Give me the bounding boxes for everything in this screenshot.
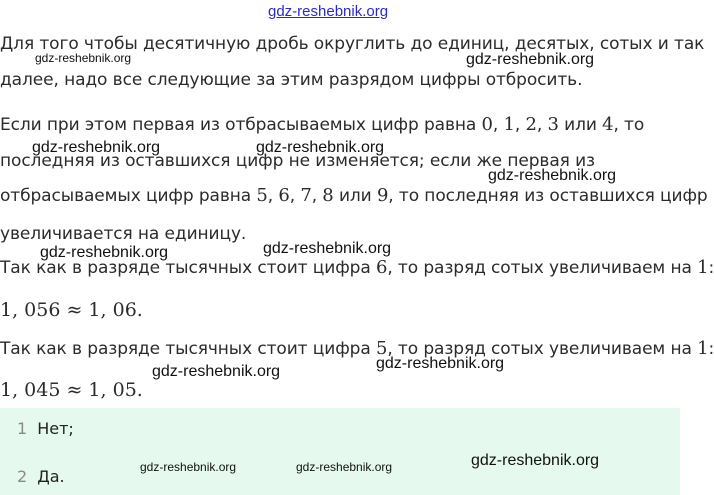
example2-text: Так как в разряде тысячных стоит цифра 5, то разряд сотых увеличиваем на 1: xyxy=(0,338,714,359)
watermark-top[interactable]: gdz-reshebnik.org xyxy=(268,3,389,20)
answer-text: Да. xyxy=(37,467,65,486)
para1-line2: далее, надо все следующие за этим разрядом цифры отбросить. xyxy=(0,70,583,90)
answer-text: Нет; xyxy=(37,419,74,438)
watermark: gdz-reshebnik.org xyxy=(152,363,281,380)
example1-text: Так как в разряде тысячных стоит цифра 6, то разряд сотых увеличиваем на 1: xyxy=(0,257,714,278)
watermark: gdz-reshebnik.org xyxy=(466,51,595,68)
para2-line3: отбрасываемых цифр равна 5, 6, 7, 8 или 9, то последняя из оставшихся цифр xyxy=(0,185,708,206)
watermark: gdz-reshebnik.org xyxy=(471,452,600,469)
watermark: gdz-reshebnik.org xyxy=(40,244,169,261)
answer-option-1[interactable] xyxy=(17,419,74,438)
answer-number: 2 xyxy=(17,467,28,486)
watermark: gdz-reshebnik.org xyxy=(296,460,393,474)
watermark: gdz-reshebnik.org xyxy=(488,167,617,184)
watermark: gdz-reshebnik.org xyxy=(140,460,237,474)
watermark: gdz-reshebnik.org xyxy=(263,240,392,257)
answer-option-2[interactable] xyxy=(17,467,65,486)
para2-line1: Если при этом первая из отбрасываемых цифр равна 0, 1, 2, 3 или 4, то xyxy=(0,114,645,135)
watermark: gdz-reshebnik.org xyxy=(35,51,132,65)
example2-math: 1, 045 ≈ 1, 05. xyxy=(0,379,143,401)
para2-line4: увеличивается на единицу. xyxy=(0,224,247,244)
example1-math: 1, 056 ≈ 1, 06. xyxy=(0,299,143,321)
watermark: gdz-reshebnik.org xyxy=(32,139,161,156)
answer-number: 1 xyxy=(17,419,28,438)
para1-line1: Для того чтобы десятичную дробь округлить до единиц, десятых, сотых и так xyxy=(0,34,705,54)
watermark: gdz-reshebnik.org xyxy=(376,355,505,372)
para2-line2: последняя из оставшихся цифр не изменяется; если же первая из xyxy=(0,151,595,171)
watermark: gdz-reshebnik.org xyxy=(256,139,385,156)
